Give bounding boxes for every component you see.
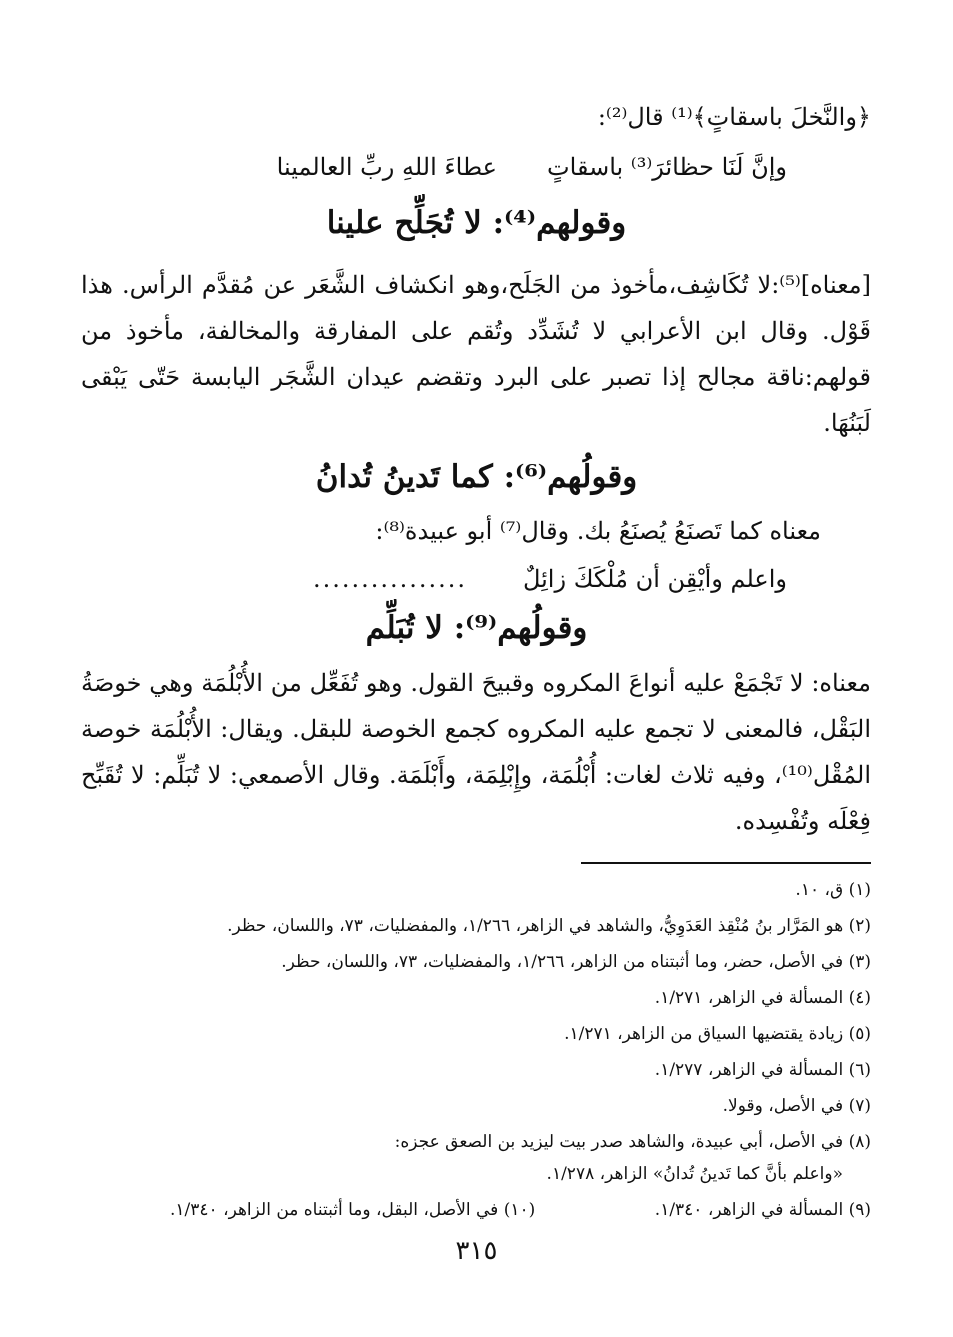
verse-omitted-dots: ................ [312, 565, 467, 593]
footnote-8: (٨) في الأصل، أبي عبيدة، والشاهد صدر بيت ليزيد بن الصعق عجزه: [394, 1132, 871, 1152]
section-body-1: [معناه]⁽⁵⁾:لا تُكَاشِف،مأخوذ من الجَلَح،وهو انكشاف الشَّعَر عن مُقدَّم الرأس. هذا قَوْل. وقال ابن الأعرابي لا تُشَدِّد وتُقم على المفارقة والمخالفة، مأخوذ من قولهم:ناقة مجالح إذا تصبر على البرد وتقضم عيدان الشَّجَر اليابسة حَتّى يَبْقى لَبَنُهَا. [81, 271, 871, 437]
footnote-1: (١) ق، ١٠. [795, 880, 871, 900]
quran-citation-line: ﴿والنَّخلَ باسقاتٍ﴾⁽¹⁾ قال⁽²⁾: [597, 103, 871, 131]
footnote-9: (٩) المسألة في الزاهر، ١/٣٤٠. [654, 1200, 871, 1220]
verse-first-hemistich: وإنَّ لَنَا حظائرَ⁽³⁾ باسقاتٍ [547, 153, 787, 181]
page-number: ٣١٥ [455, 1236, 498, 1266]
footnote-6: (٦) المسألة في الزاهر، ١/٢٧٧. [654, 1060, 871, 1080]
section-heading-2: وقولُهم⁽⁶⁾: كما تَدينُ تُدانُ [315, 459, 638, 495]
footnote-8-continuation: «واعلم بأنَّ كما تَدينُ تُدانُ» الزاهر، ١/٢٧٨. [546, 1164, 843, 1184]
verse-second-hemistich: عطاءَ اللهِ ربِّ العالمينا [276, 153, 497, 181]
section-heading-3: وقولُهم⁽⁹⁾: لا تُبَلِّم [365, 610, 588, 646]
footnote-5: (٥) زيادة يقتضيها السياق من الزاهر، ١/٢٧١. [564, 1024, 871, 1044]
footnote-4: (٤) المسألة في الزاهر، ١/٢٧١. [654, 988, 871, 1008]
section-heading-1: وقولهم⁽⁴⁾: لا تُجَلِّح علينا [326, 205, 627, 241]
section-body-2: معناه كما تَصنَعُ يُصنَعُ بك. وقال⁽⁷⁾ أبو عبيدة⁽⁸⁾: [375, 517, 821, 545]
footnote-7: (٧) في الأصل، وقولا. [722, 1096, 871, 1116]
section-body-3: معناه: لا تَجْمَعْ عليه أنواعَ المكروه وقبيحَ القول. وهو تُفَعِّل من الأُبْلُمَة وهي خوصَةُ البَقْل، فالمعنى لا تجمع عليه المكروه كجمع الخوصة للبقل. ويقال: الأُبْلُمَة خوصة المُقْل⁽¹⁰⁾، وفيه ثلاث لغات: أُبْلُمَة، وإِبْلِمَة، وأَبْلَمَة. وقال الأصمعي: لا تُبَلِّم: لا تُقَبِّح فِعْلَه وتُفْسِده. [81, 669, 871, 835]
footnote-3: (٣) في الأصل، حضر، وما أثبتناه من الزاهر، ١/٢٦٦، والمفضليات، ٧٣، واللسان، حظر. [281, 952, 871, 972]
footnote-divider [581, 862, 871, 864]
footnote-10: (١٠) في الأصل، البقل، وما أثبتناه من الزاهر، ١/٣٤٠. [170, 1200, 536, 1220]
verse-hemistich: واعلم وأيْقِن أن مُلْكَكَ زائِلٌ [522, 565, 787, 593]
footnote-2: (٢) هو المَرَّار بنُ مُنْقِذ العَدَوِيُّ، والشاهد في الزاهر، ١/٢٦٦، والمفضليات، ٧٣، واللسان، حظر. [227, 916, 871, 936]
